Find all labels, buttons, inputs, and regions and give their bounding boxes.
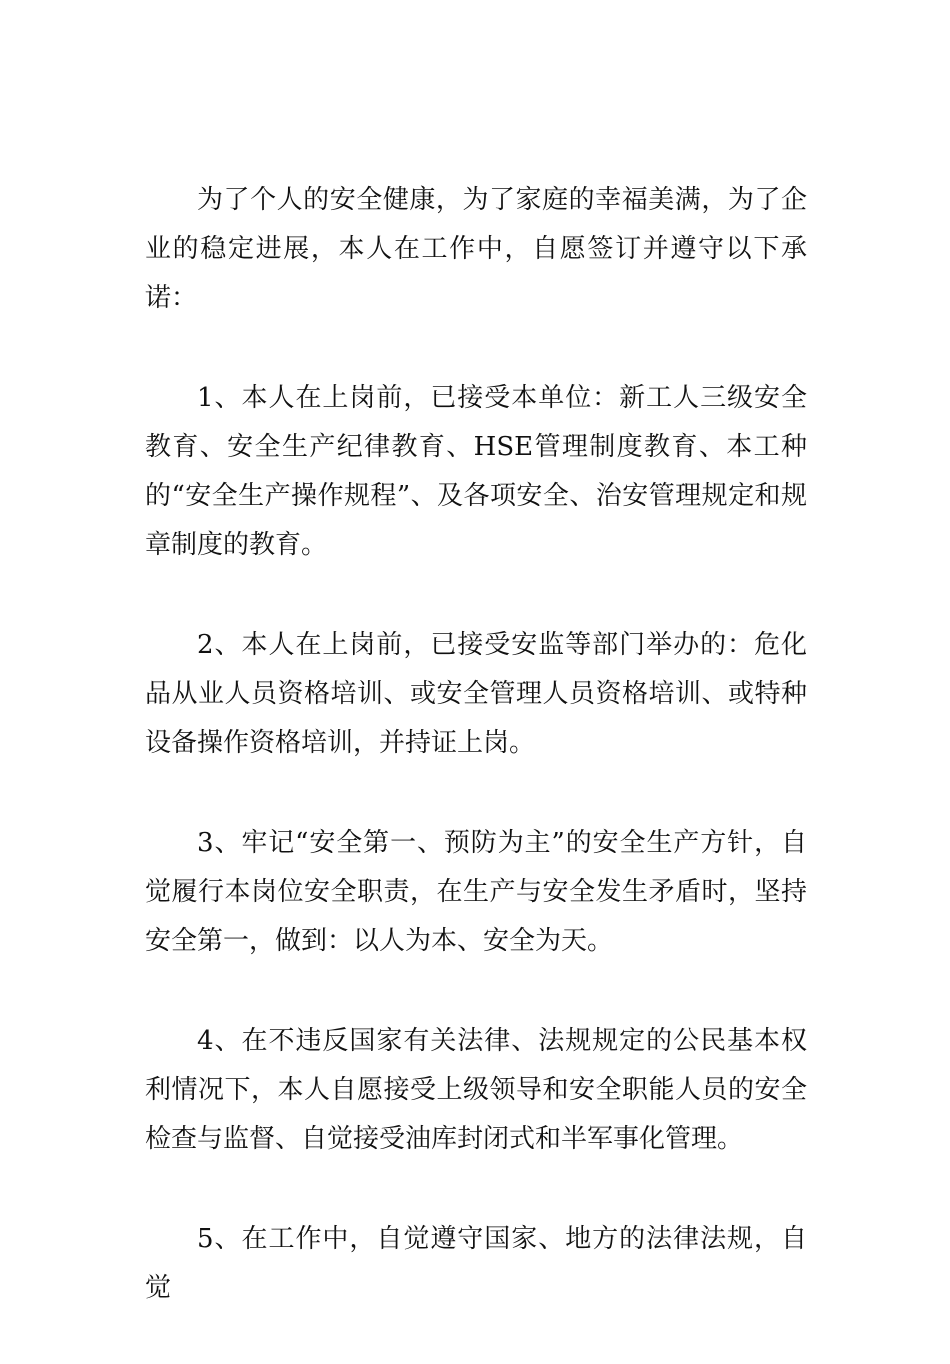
- commitment-paragraph-3: 3、牢记“安全第一、预防为主”的安全生产方针，自觉履行本岗位安全职责，在生产与安全发生矛盾时，坚持安全第一，做到：以人为本、安全为天。: [145, 828, 807, 956]
- commitment-paragraph-2: 2、本人在上岗前，已接受安监等部门举办的：危化品从业人员资格培训、或安全管理人员资格培训、或特种设备操作资格培训，并持证上岗。: [145, 630, 807, 758]
- commitment-paragraph-4: 4、在不违反国家有关法律、法规规定的公民基本权利情况下，本人自愿接受上级领导和安全职能人员的安全检查与监督、自觉接受油库封闭式和半军事化管理。: [145, 1026, 807, 1154]
- document-body: [145, 176, 807, 1364]
- commitment-paragraph-1: 1、本人在上岗前，已接受本单位：新工人三级安全教育、安全生产纪律教育、HSE管理制度教育、本工种的“安全生产操作规程”、及各项安全、治安管理规定和规章制度的教育。: [145, 383, 807, 560]
- intro-paragraph: 为了个人的安全健康，为了家庭的幸福美满，为了企业的稳定进展，本人在工作中，自愿签订并遵守以下承诺：: [145, 185, 807, 313]
- commitment-paragraph-5: 5、在工作中，自觉遵守国家、地方的法律法规，自觉: [145, 1224, 807, 1303]
